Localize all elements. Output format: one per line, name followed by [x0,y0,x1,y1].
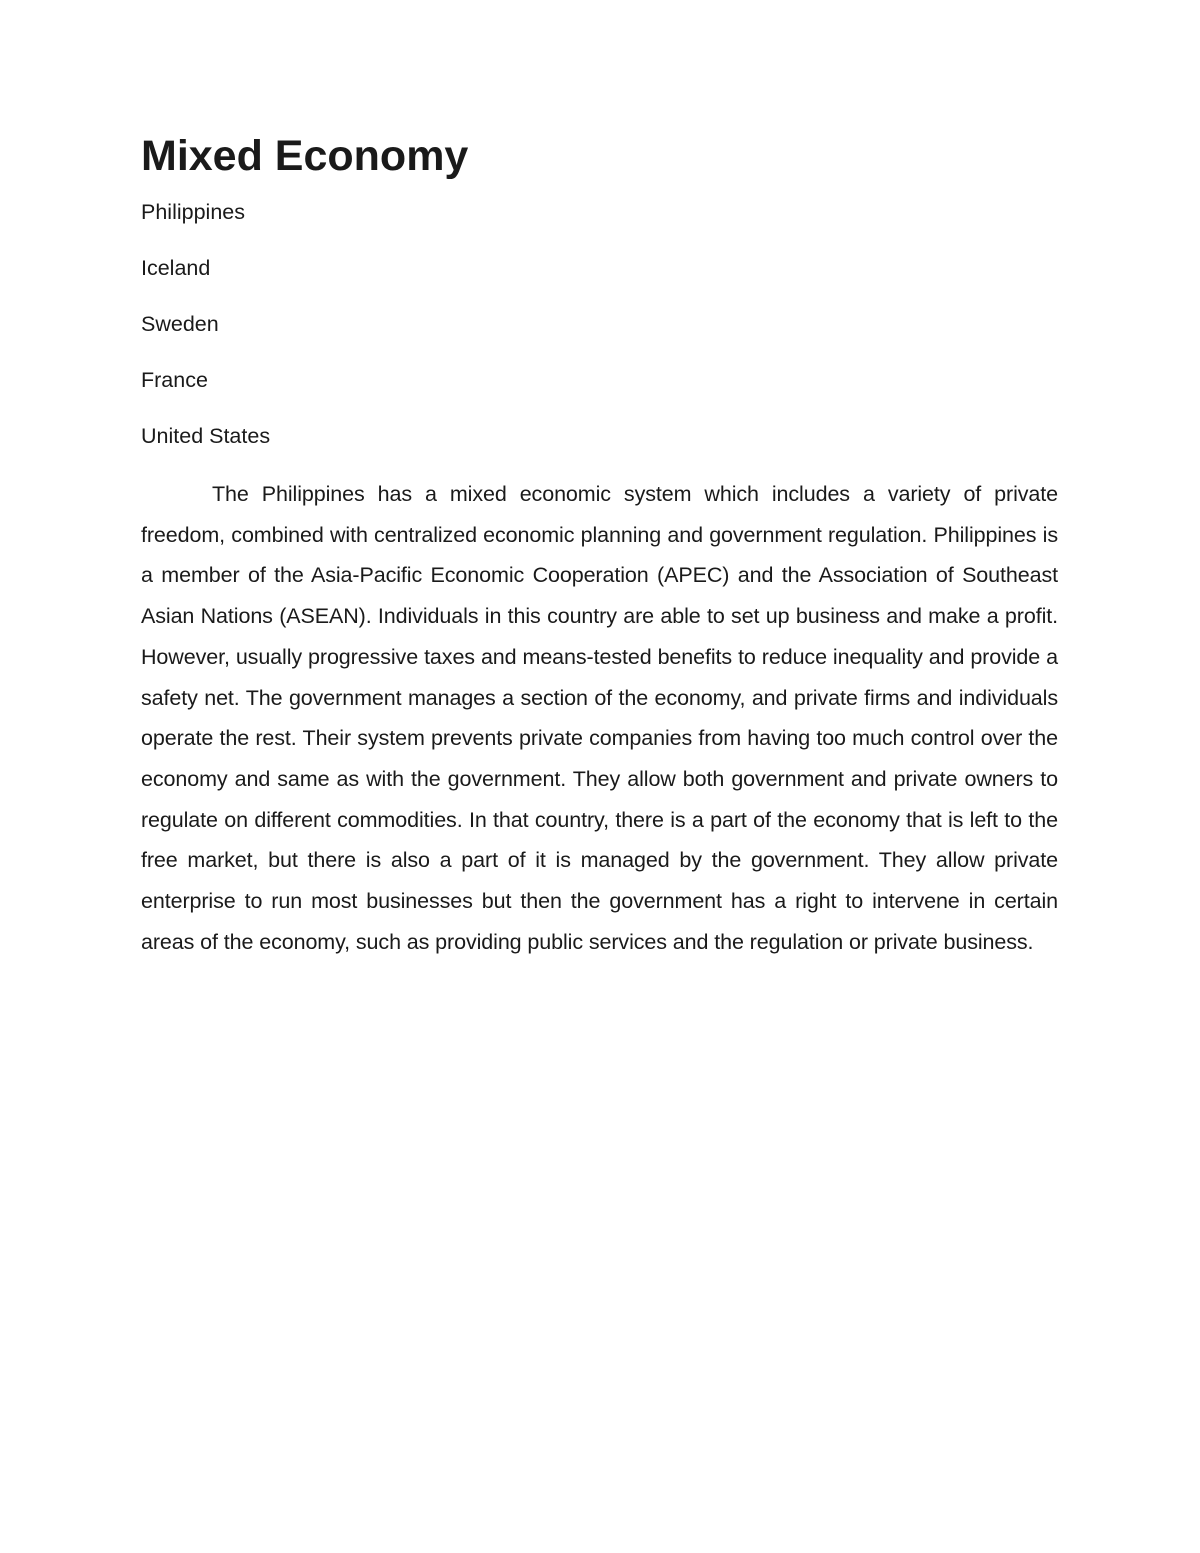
body-paragraph: The Philippines has a mixed economic system which includes a variety of private freedom, combined with centralized economic planning and government regulation. Philippines is a member of the Asia-Pacific Economic Cooperation (APEC) and the Association of Southeast Asian Nations (ASEAN). Individuals in this country are able to set up business and make a profit. However, usually progressive taxes and means-tested benefits to reduce inequality and provide a safety net. The government manages a section of the economy, and private firms and individuals operate the rest. Their system prevents private companies from having too much control over the economy and same as with the government. They allow both government and private owners to regulate on different commodities. In that country, there is a part of the economy that is left to the free market, but there is also a part of it is managed by the government. They allow private enterprise to run most businesses but then the government has a right to intervene in certain areas of the economy, such as providing public services and the regulation or private business. [141,482,1058,954]
country-item: France [141,368,208,392]
country-item: United States [141,424,271,448]
country-item: Sweden [141,312,219,336]
country-item: Iceland [141,256,211,280]
document-content [141,132,1058,962]
country-item: Philippines [141,200,245,224]
document-title: Mixed Economy [141,132,469,180]
